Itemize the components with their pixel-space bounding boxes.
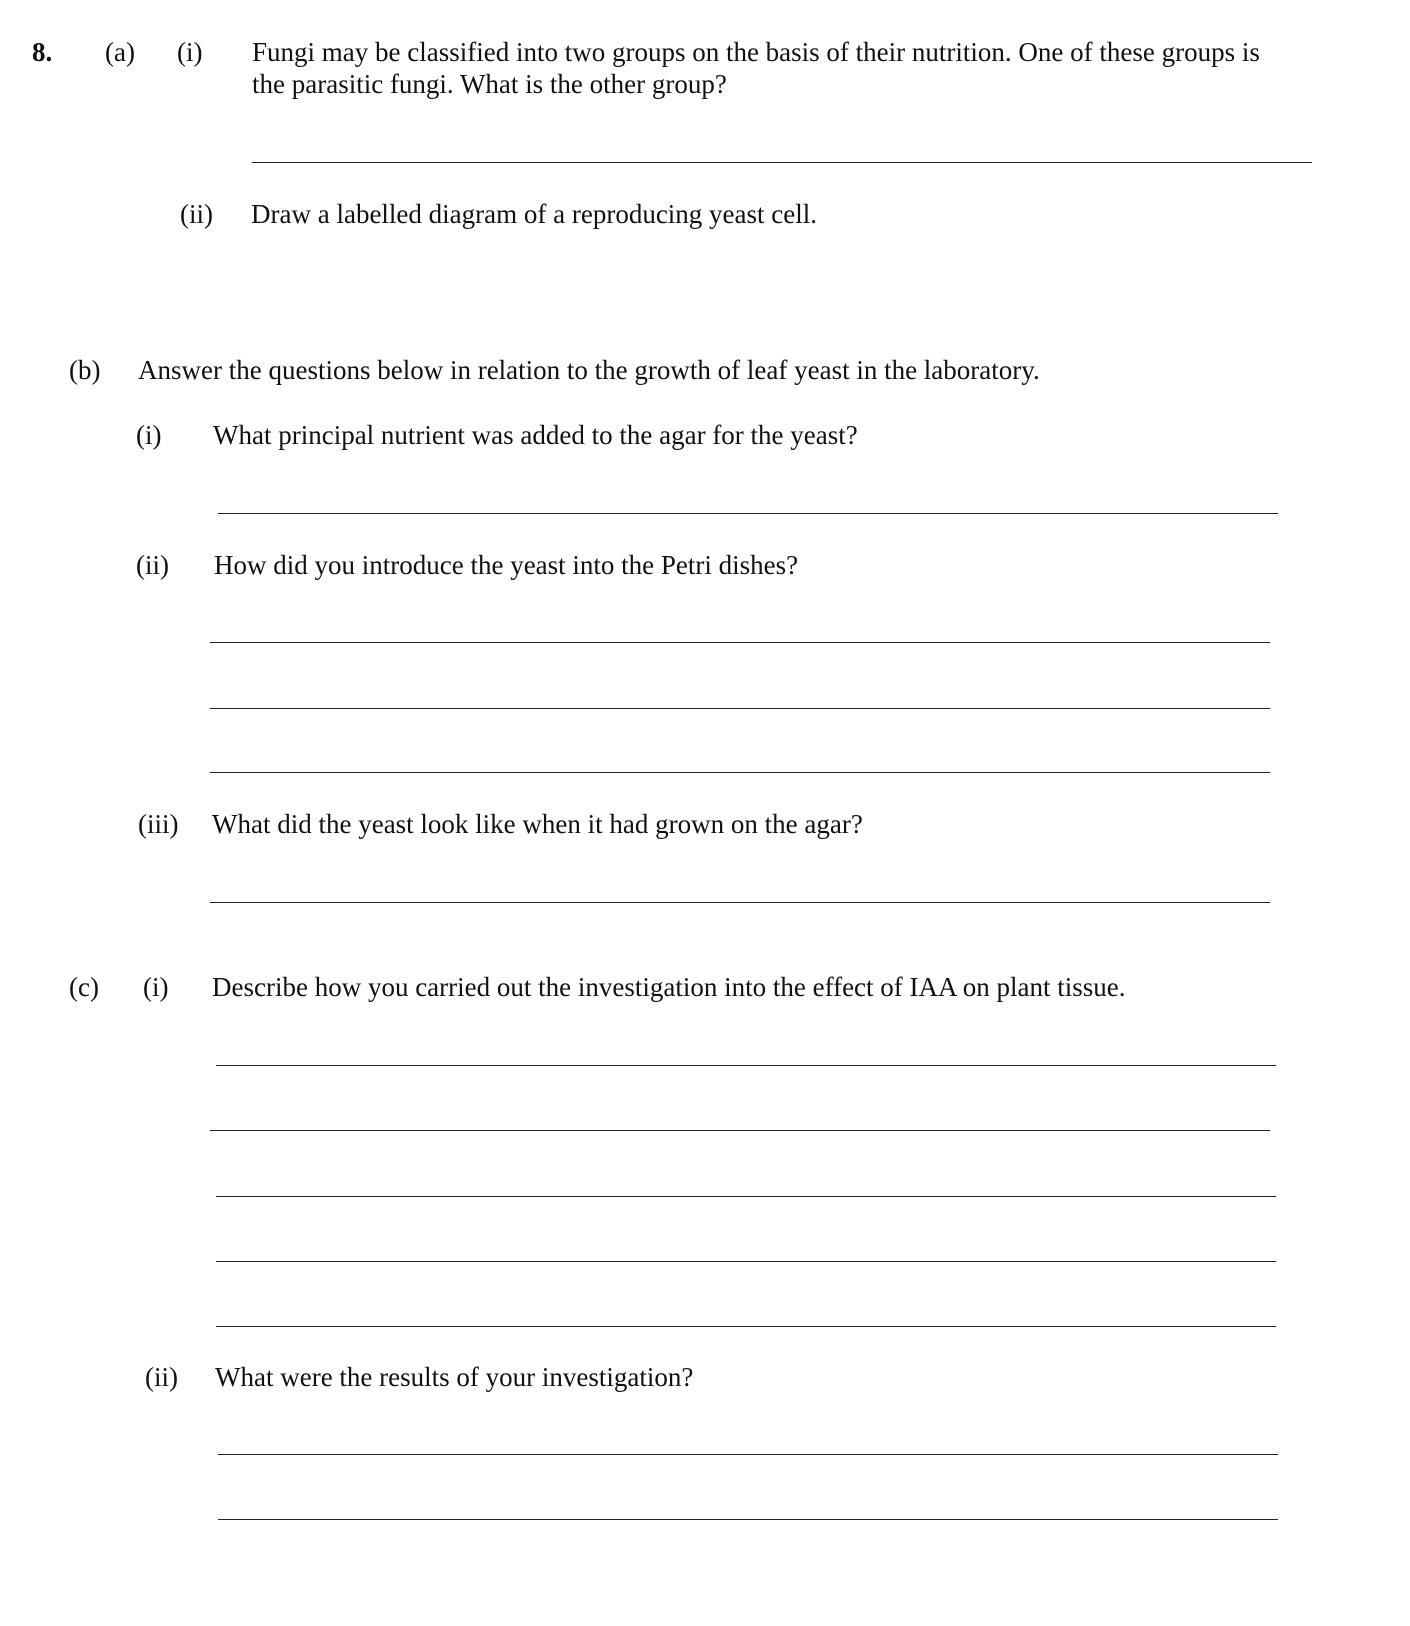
answer-line-c-i-3[interactable] <box>216 1196 1276 1197</box>
part-a-ii-label: (ii) <box>180 199 213 229</box>
answer-line-b-i[interactable] <box>218 513 1278 514</box>
part-a-ii-question: Draw a labelled diagram of a reproducing yeast cell. <box>251 199 817 229</box>
answer-line-c-i-5[interactable] <box>216 1326 1276 1327</box>
part-b-label: (b) <box>69 355 101 385</box>
part-b-iii-question: What did the yeast look like when it had grown on the agar? <box>212 809 863 839</box>
answer-line-c-i-2[interactable] <box>210 1130 1270 1131</box>
part-c-i-question: Describe how you carried out the investigation into the effect of IAA on plant tissue. <box>212 972 1126 1002</box>
part-c-ii-question: What were the results of your investigation? <box>215 1362 694 1392</box>
part-a-label: (a) <box>105 37 135 67</box>
part-b-i-question: What principal nutrient was added to the agar for the yeast? <box>213 420 858 450</box>
answer-line-c-i-1[interactable] <box>216 1065 1276 1066</box>
part-b-ii-label: (ii) <box>136 550 169 580</box>
diagram-drawing-area[interactable] <box>251 240 1311 340</box>
part-b-intro: Answer the questions below in relation to the growth of leaf yeast in the laboratory. <box>138 355 1040 385</box>
answer-line-b-iii[interactable] <box>210 902 1270 903</box>
part-a-i-question-line1: Fungi may be classified into two groups on the basis of their nutrition. One of these groups is <box>252 37 1260 67</box>
answer-line-a-i[interactable] <box>252 162 1312 163</box>
answer-line-b-ii-3[interactable] <box>210 772 1270 773</box>
answer-line-b-ii-1[interactable] <box>210 642 1270 643</box>
part-c-ii-label: (ii) <box>145 1362 178 1392</box>
part-c-label: (c) <box>69 972 99 1002</box>
part-b-ii-question: How did you introduce the yeast into the Petri dishes? <box>214 550 799 580</box>
part-b-iii-label: (iii) <box>138 809 179 839</box>
part-a-i-label: (i) <box>177 37 203 67</box>
answer-line-b-ii-2[interactable] <box>210 708 1270 709</box>
part-a-i-question-line2: the parasitic fungi. What is the other group? <box>252 69 727 99</box>
question-number: 8. <box>32 37 53 67</box>
part-c-i-label: (i) <box>143 972 169 1002</box>
part-b-i-label: (i) <box>136 420 162 450</box>
answer-line-c-ii-2[interactable] <box>218 1519 1278 1520</box>
answer-line-c-ii-1[interactable] <box>218 1454 1278 1455</box>
answer-line-c-i-4[interactable] <box>216 1261 1276 1262</box>
